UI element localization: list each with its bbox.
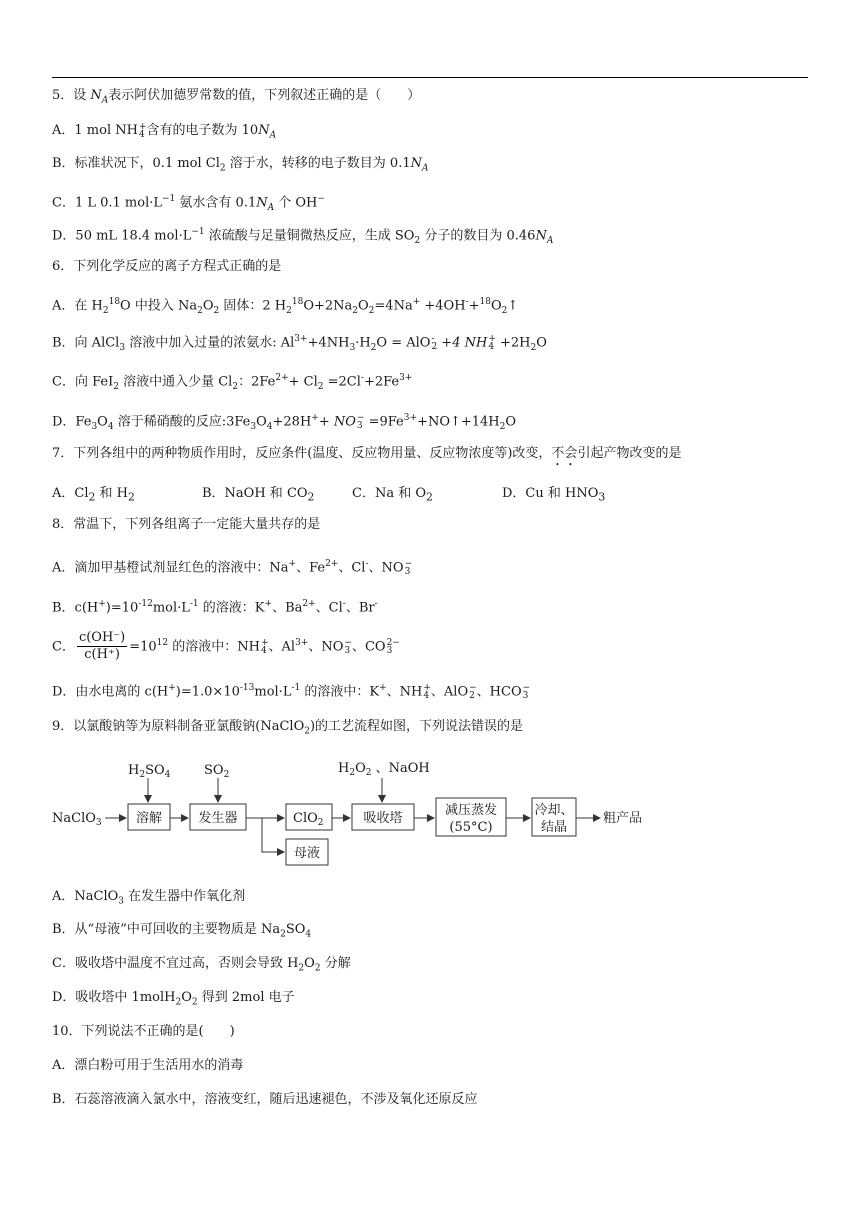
- question-9-option-c: C．吸收塔中温度不宜过高，否则会导致 $H_2O_2$ 分解: [52, 956, 351, 974]
- box-clo2-label: ClO$_2$: [293, 811, 324, 828]
- question-8-option-a: A．滴加甲基橙试剂显红色的溶液中：Na+、$Fe^{2+}$、Cl-、NO − 3: [52, 558, 413, 577]
- question-7-stem: 7．下列各组中的两种物质作用时，反应条件(温度、反应物用量、反应物浓度等)改变，不会引起产物改变的是: [52, 446, 682, 461]
- box-vacuum-evaporation-label: 减压蒸发: [444, 803, 498, 818]
- input-naclo3-label: NaClO$_3$: [52, 811, 102, 828]
- question-5-option-a: A．1 mol NH + 4 含有的电子数为 $10N_A$: [52, 121, 277, 141]
- arrow-box2-mother-liquor: [262, 818, 284, 852]
- box-absorption-tower-label: 吸收塔: [363, 811, 403, 826]
- box-dissolve-label: 溶解: [135, 811, 163, 826]
- concentration-ratio-fraction: $\frac{c(OH^-)}{c(H^+)}$: [78, 630, 126, 663]
- box-vacuum-evaporation-temp: (55°C): [449, 820, 493, 835]
- question-7-option-c: C．Na 和 $O_2$: [352, 486, 433, 504]
- question-9-stem: 9．以氯酸钠等为原料制备亚氯酸钠(NaClO$_2$)的工艺流程如图，下列说法错误的是: [52, 719, 524, 737]
- question-6-option-b: B．向 AlCl$_3$ 溶液中加入过量的浓氨水: $Al^{3+}+4NH_3\cdot H_2O$ = AlO - 2 +4 NH + 4 $+2H_2O$: [52, 333, 547, 353]
- question-5-option-d: D．50 mL 18.4 $mol\cdot L^{-1}$ 浓硫酸与足量铜微热反应，生成 $SO_2$ 分子的数目为 $0.46N_A$: [52, 227, 554, 246]
- question-6-option-d: D．$Fe_3O_4$ 溶于稀硝酸的反应$:3Fe_3O_4+28H^++$ NO − 3 $=9Fe^{3+}+NO↑+14H_2O$: [52, 412, 517, 432]
- output-crude-product-label: 粗产品: [603, 811, 643, 826]
- question-7-option-b: B．NaOH 和 $CO_2$: [202, 486, 315, 504]
- question-8-option-d: D．由水电离的 $c(H^+)=1.0\times 10^{-13}mol\cdot L^{-1}$ 的溶液中：K+、NH + 4 、AlO − 2 、HCO − 3: [52, 682, 531, 701]
- question-6-option-c: C．向 FeI$_2$ 溶液中通入少量 $Cl_2$：$2Fe^{2+}+ Cl_2 =2Cl^-+2Fe^{3+}$: [52, 373, 413, 392]
- question-9-option-b: B．从“母液”中可回收的主要物质是 $Na_2SO_4$: [52, 922, 312, 940]
- question-10-option-b: B．石蕊溶液滴入氯水中，溶液变红，随后迅速褪色，不涉及氧化还原反应: [52, 1092, 478, 1107]
- question-5-option-c: C．1 L 0.1 $mol\cdot L^{-1}$ 氨水含有 $0.1N_A$ 个 OH−: [52, 194, 325, 213]
- question-6-stem: 6．下列化学反应的离子方程式正确的是: [52, 259, 282, 274]
- question-6-option-a: A．在 $H_2^{18}O$ 中投入 $Na_2O_2$ 固体：2 $H_2^{18}O+2Na_2O_2=4Na^+$ $+4OH^-+^{18}O_2↑$: [52, 297, 519, 316]
- question-9-option-a: A．NaClO$_3$ 在发生器中作氧化剂: [52, 889, 246, 907]
- process-flow-diagram: [52, 756, 672, 868]
- question-8-stem: 8．常温下，下列各组离子一定能大量共存的是: [52, 517, 321, 532]
- question-5-stem: 5．设 $N_A$表示阿伏加德罗常数的值，下列叙述正确的是（ ）: [52, 88, 421, 106]
- question-7-option-a: A．$Cl_2$ 和 $H_2$: [52, 486, 135, 504]
- header-rule: [52, 77, 808, 78]
- reagent-so2-label: $SO_2$: [204, 763, 230, 780]
- question-8-option-c: C． $\frac{c(OH^-)}{c(H^+)}$ $=10^{12}$ 的溶液中：NH + 4 、$Al^{3+}$、NO − 3 、CO 2− 3: [52, 630, 400, 663]
- box-cool-crystallize-label2: 结晶: [540, 820, 568, 835]
- reagent-h2o2-naoh-label: $H_2O_2$ 、NaOH: [338, 761, 430, 778]
- box-cool-crystallize-label: 冷却、: [534, 803, 574, 818]
- box-generator-label: 发生器: [198, 811, 238, 826]
- question-8-option-b: B．$c(H^+)=10^{-12}mol\cdot L^{-1}$ 的溶液：K+、$Ba^{2+}$、Cl-、Br-: [52, 599, 378, 616]
- question-10-option-a: A．漂白粉可用于生活用水的消毒: [52, 1058, 244, 1073]
- question-10-stem: 10．下列说法不正确的是( ): [52, 1024, 235, 1039]
- question-9-option-d: D．吸收塔中 $1molH_2O_2$ 得到 2mol 电子: [52, 990, 295, 1008]
- reagent-h2so4-label: $H_2SO_4$: [128, 763, 171, 780]
- box-mother-liquor-label: 母液: [293, 846, 321, 861]
- question-7-option-d: D．Cu 和 $HNO_3$: [502, 486, 606, 504]
- question-5-option-b: B．标准状况下，0.1 mol $Cl_2$ 溶于水，转移的电子数目为 $0.1N_A$: [52, 156, 429, 174]
